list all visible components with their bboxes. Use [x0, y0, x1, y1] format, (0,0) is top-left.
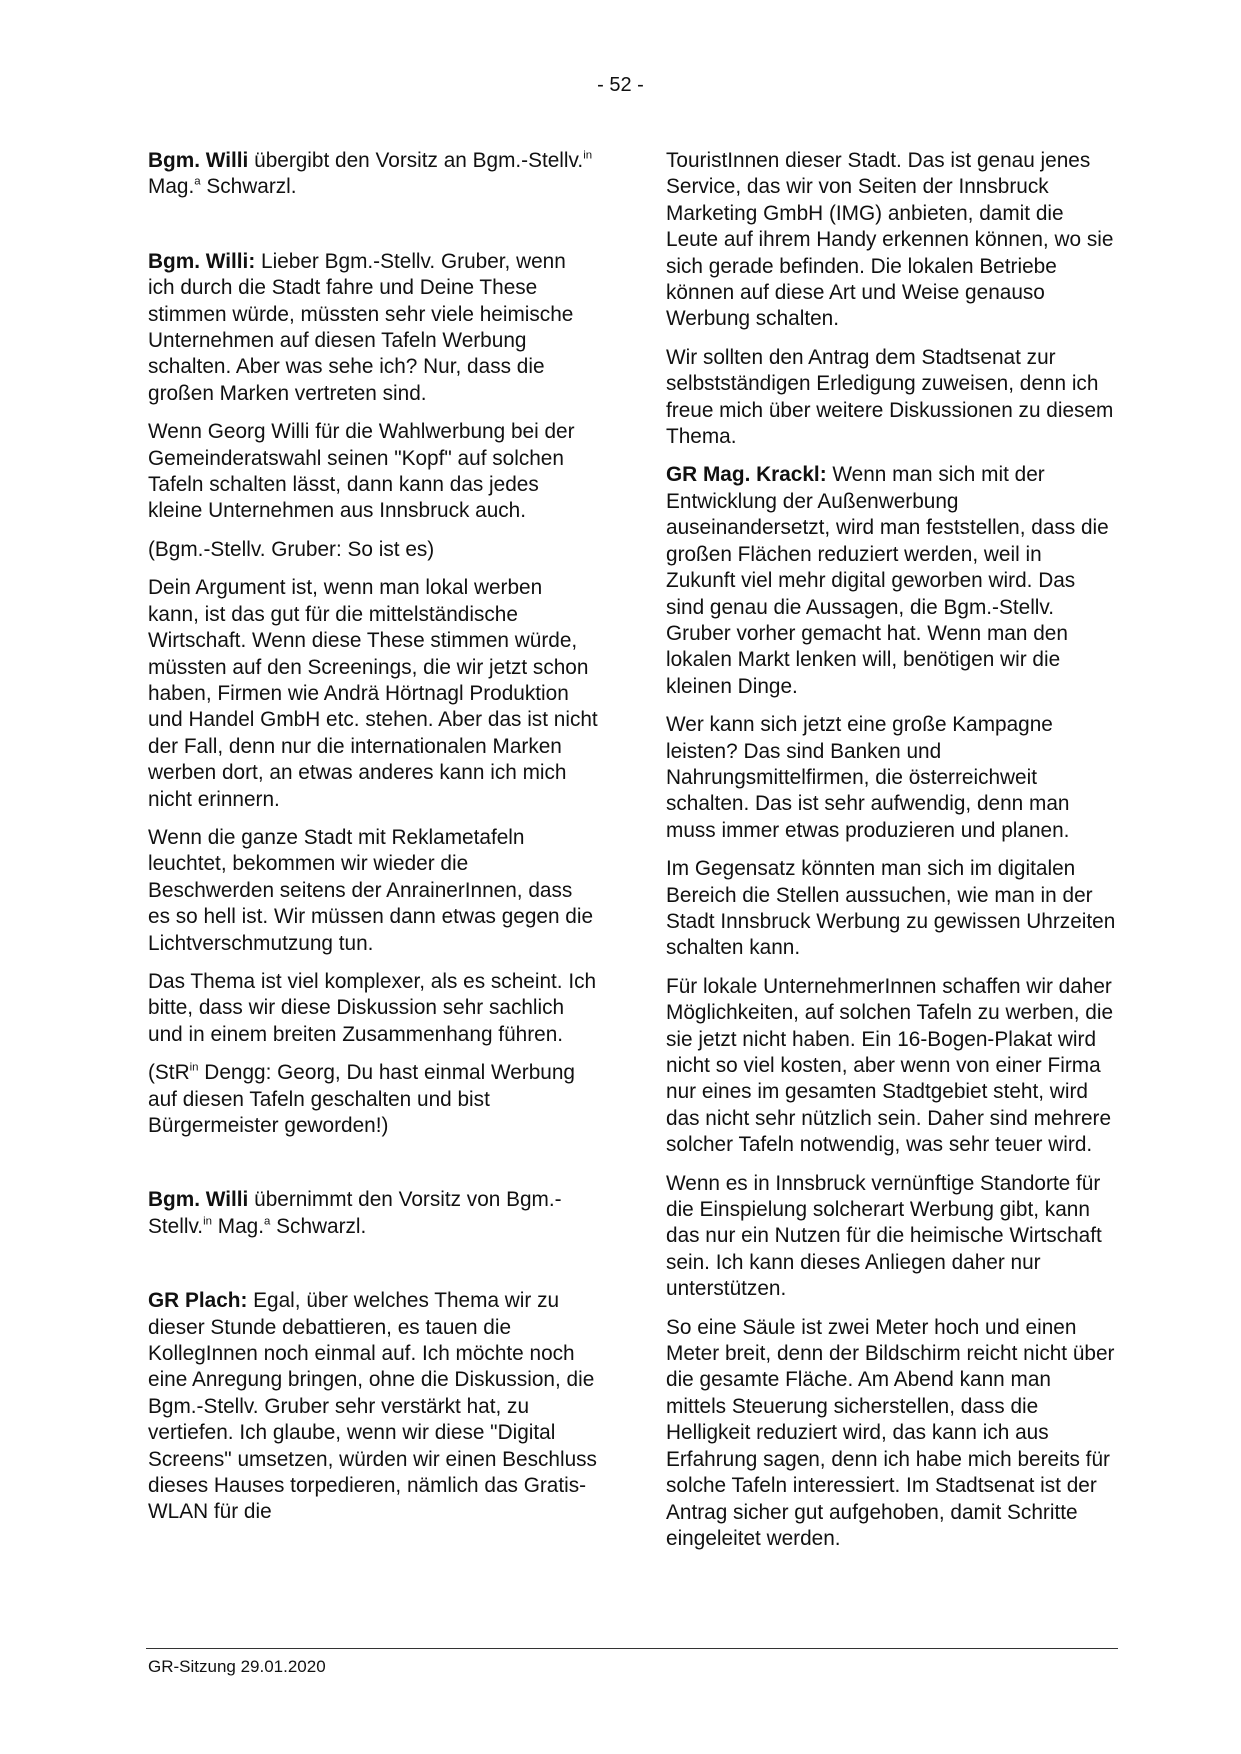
paragraph: Wenn die ganze Stadt mit Reklametafeln leuchtet, bekommen wir wieder die Beschwerden seitens der AnrainerInnen, dass es so hell ist. Wir müssen dann etwas gegen die Lichtverschmutzung tun.	[148, 825, 594, 955]
paragraph: Bgm. Willi: Lieber Bgm.-Stellv. Gruber, wenn ich durch die Stadt fahre und Deine These stimmen würde, müssten sehr viele heimische Unternehmen auf diesen Tafeln Werbung schalten. Aber was sehe ich? Nur, dass die großen Marken vertreten sind.	[148, 249, 574, 405]
speaker-name: Bgm. Willi	[148, 1188, 249, 1212]
paragraph: GR Mag. Krackl: Wenn man sich mit der Entwicklung der Außenwerbung auseinandersetzt, wird man feststellen, dass die großen Flächen reduziert werden, weil in Zukunft viel mehr digital geworben wird. Das sind genau die Aussagen, die Bgm.-Stellv. Gruber vorher gemacht hat. Wenn man den lokalen Markt lenken will, benötigen wir die kleinen Dinge.	[666, 463, 1109, 698]
paragraph: Bgm. Willi übergibt den Vorsitz an Bgm.-Stellv.$^{in}$ Mag.$^a$ Schwarzl.	[148, 149, 593, 199]
paragraph: TouristInnen dieser Stadt. Das ist genau jenes Service, das wir von Seiten der Innsbruck Marketing GmbH (IMG) anbieten, damit die Leute auf ihrem Handy erkennen können, wo sie sich gerade befinden. Die lokalen Betriebe können auf diese Art und Weise genauso Werbung schalten.	[666, 149, 1114, 331]
paragraph: Wir sollten den Antrag dem Stadtsenat zur selbstständigen Erledigung zuweisen, denn ich freue mich über weitere Diskussionen zu diesem Thema.	[666, 345, 1114, 449]
paragraph: Wenn es in Innsbruck vernünftige Standorte für die Einspielung solcherart Werbung gibt, kann das nur ein Nutzen für die heimische Wirtschaft sein. Ich kann dieses Anliegen daher nur unterstützen.	[666, 1171, 1102, 1301]
paragraph: Bgm. Willi übernimmt den Vorsitz von Bgm.-Stellv.$^{in}$ Mag.$^a$ Schwarzl.	[148, 1188, 562, 1238]
paragraph: Im Gegensatz könnten man sich im digitalen Bereich die Stellen aussuchen, wie man in der Stadt Innsbruck Werbung zu gewissen Uhrzeiten schalten kann.	[666, 857, 1116, 960]
paragraph: So eine Säule ist zwei Meter hoch und einen Meter breit, denn der Bildschirm reicht nicht über die gesamte Fläche. Am Abend kann man mittels Steuerung sicherstellen, dass die Helligkeit reduziert wird, das kann ich aus Erfahrung sagen, denn ich habe mich bereits für solche Tafeln interessiert. Im Stadtsenat ist der Antrag sicher gut aufgehoben, damit Schritte eingeleitet werden.	[666, 1315, 1115, 1550]
paragraph: Für lokale UnternehmerInnen schaffen wir daher Möglichkeiten, auf solchen Tafeln zu werben, die sie jetzt nicht haben. Ein 16-Bogen-Plakat wird nicht so viel kosten, aber wenn von einer Firma nur eines im gesamten Stadtgebiet steht, wird das nicht sehr nützlich sein. Daher sind mehrere solcher Tafeln notwendig, was sehr teuer wird.	[666, 974, 1114, 1157]
paragraph: Das Thema ist viel komplexer, als es scheint. Ich bitte, dass wir diese Diskussion sehr sachlich und in einem breiten Zusammenhang führen.	[148, 969, 597, 1046]
speaker-name: Bgm. Willi	[148, 149, 249, 172]
paragraph: GR Plach: Egal, über welches Thema wir zu dieser Stunde debattieren, es tauen die KollegInnen noch einmal auf. Ich möchte noch eine Anregung bringen, ohne die Diskussion, die Bgm.-Stellv. Gruber sehr verstärkt hat, zu vertiefen. Ich glaube, wenn wir diese "Digital Screens" umsetzen, würden wir einen Beschluss dieses Hauses torpedieren, nämlich das Gratis-WLAN für die	[148, 1289, 597, 1524]
interjection: (StR$^{in}$ Dengg: Georg, Du hast einmal Werbung auf diesen Tafeln geschalten und bist Bürgermeister geworden!)	[148, 1061, 575, 1137]
speaker-name: Bgm. Willi:	[148, 249, 256, 273]
speaker-name: GR Plach:	[148, 1289, 248, 1313]
paragraph: Wer kann sich jetzt eine große Kampagne leisten? Das sind Banken und Nahrungsmittelfirmen, die österreichweit schalten. Das ist sehr aufwendig, denn man muss immer etwas produzieren und planen.	[666, 713, 1070, 842]
page-number: - 52 -	[597, 74, 644, 96]
right-column	[666, 148, 1116, 1564]
speaker-name: GR Mag. Krackl:	[666, 463, 827, 487]
paragraph: Wenn Georg Willi für die Wahlwerbung bei der Gemeinderatswahl seinen "Kopf" auf solchen Tafeln schalten lässt, dann kann das jedes kleine Unternehmen aus Innsbruck auch.	[148, 420, 575, 523]
left-column	[148, 148, 598, 1538]
paragraph: Dein Argument ist, wenn man lokal werben kann, ist das gut für die mittelständische Wirtschaft. Wenn diese These stimmen würde, müssten auf den Screenings, die wir jetzt schon haben, Firmen wie Andrä Hörtnagl Produktion und Handel GmbH etc. stehen. Aber das ist nicht der Fall, denn nur die internationalen Marken werben dort, an etwas anderes kann ich mich nicht erinnern.	[148, 576, 598, 811]
footer-divider	[146, 1648, 1118, 1649]
footer-text: GR-Sitzung 29.01.2020	[148, 1657, 326, 1676]
interjection: (Bgm.-Stellv. Gruber: So ist es)	[148, 537, 435, 561]
